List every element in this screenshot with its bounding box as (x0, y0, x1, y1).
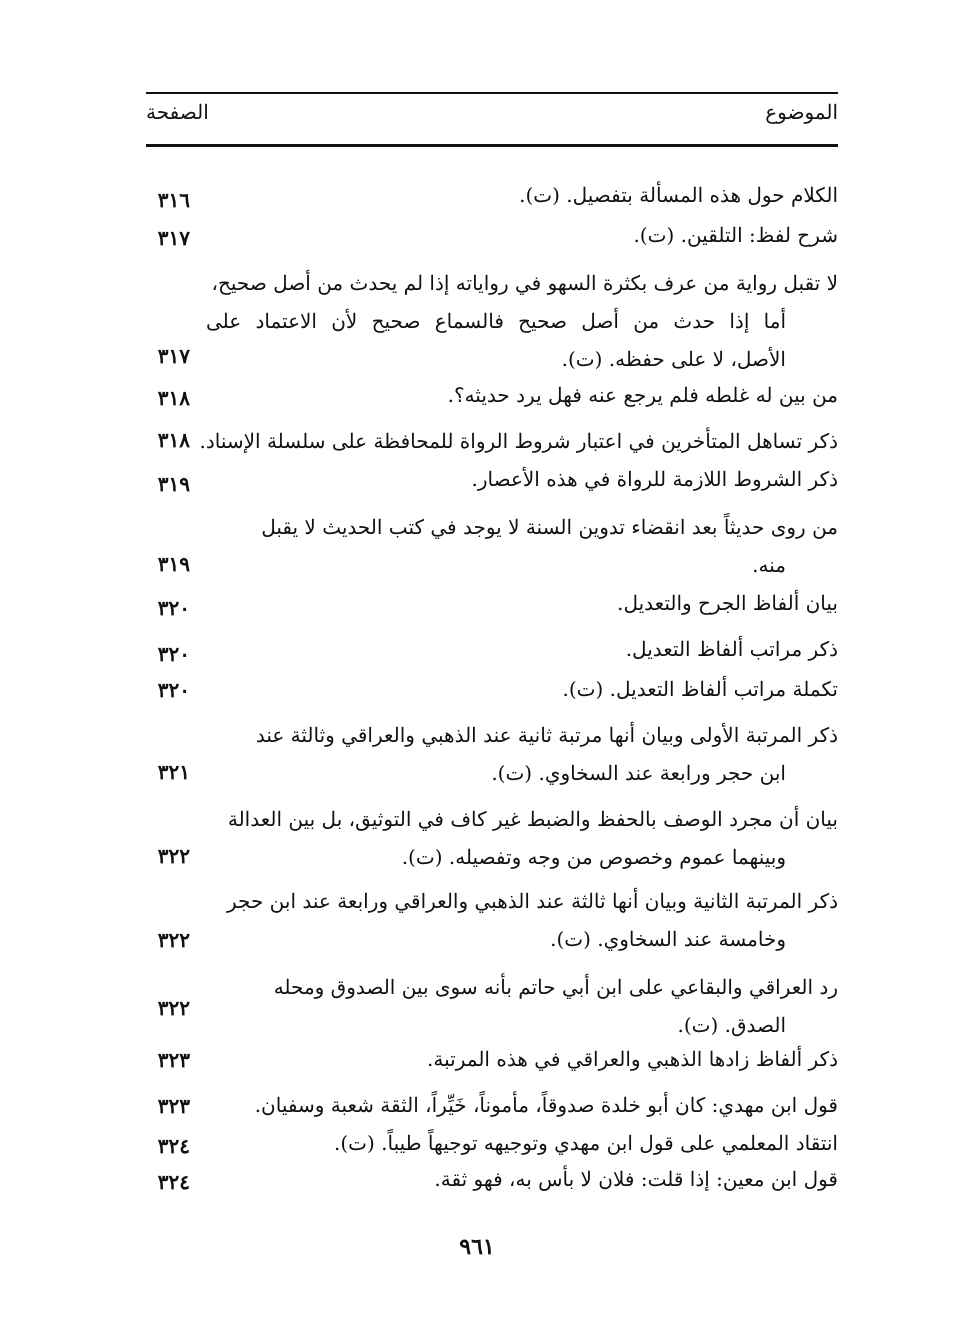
entry-text: قول ابن مهدي: كان أبو خلدة صدوقاً، مأموناً، خَيِّراً، الثقة شعبة وسفيان. (254, 1093, 838, 1117)
entry-page-number: ٣١٨ (157, 428, 190, 452)
entry-text: من بين له غلطه فلم يرجع عنه فهل يرد حديثه؟. (447, 383, 838, 407)
entry-line: ذكر المرتبة الأولى وبيان أنها مرتبة ثانية عند الذهبي والعراقي وثالثة عند (255, 723, 838, 747)
entry-page-number: ٣١٩ (157, 472, 190, 496)
entry-page-number: ٣٢٠ (157, 678, 190, 702)
entry-line: ابن حجر ورابعة عند السخاوي. (ت). (491, 761, 786, 785)
entry-line: لا تقبل رواية من عرف بكثرة السهو في رواياته إذا لم يحدث من أصل صحيح، (211, 271, 838, 295)
entry-text (206, 882, 838, 958)
entry-line: وبينهما عموم وخصوص من وجه وتفصيله. (ت). (401, 845, 786, 869)
entry-text (206, 508, 838, 584)
entry-line: رد العراقي والبقاعي على ابن أبي حاتم بأنه سوى بين الصدوق ومحله (273, 975, 838, 999)
entry-page-number: ٣٢١ (157, 760, 190, 784)
entry-text: ذكر ألفاظ زادها الذهبي والعراقي في هذه المرتبة. (427, 1047, 838, 1071)
entry-page-number: ٣١٩ (157, 552, 190, 576)
entry-text (206, 716, 838, 792)
entry-page-number: ٣٢٠ (157, 596, 190, 620)
entry-line: منه. (752, 553, 786, 577)
entry-page-number: ٣١٧ (157, 344, 190, 368)
entry-page-number: ٣٢٢ (157, 928, 190, 952)
entry-page-number: ٣٢٠ (157, 642, 190, 666)
entry-text (206, 968, 838, 1044)
entry-page-number: ٣١٧ (157, 226, 190, 250)
entry-text: قول ابن معين: إذا قلت: فلان لا بأس به، فهو ثقة. (434, 1167, 838, 1191)
entry-text (206, 800, 838, 876)
entry-text: تكملة مراتب ألفاظ التعديل. (ت). (562, 677, 838, 701)
entry-text (206, 264, 838, 378)
entry-text: الكلام حول هذه المسألة بتفصيل. (ت). (519, 183, 838, 207)
header-page-label: الصفحة (146, 100, 209, 124)
entry-line: ذكر المرتبة الثانية وبيان أنها ثالثة عند الذهبي والعراقي ورابعة عند ابن حجر (227, 889, 838, 913)
page-number: ٩٦١ (459, 1234, 495, 1260)
entry-text: انتقاد المعلمي على قول ابن مهدي وتوجيهه توجيهاً طيباً. (ت). (333, 1131, 838, 1155)
entry-page-number: ٣٢٤ (157, 1170, 190, 1194)
entry-page-number: ٣٢٤ (157, 1134, 190, 1158)
entry-line: وخامسة عند السخاوي. (ت). (550, 927, 786, 951)
entry-line: الأصل، لا على حفظه. (ت). (561, 347, 786, 371)
header-rule (146, 144, 838, 147)
entry-page-number: ٣٢٣ (157, 1094, 190, 1118)
entry-line: أما إذا حدث من أصل صحيح فالسماع صحيح لأن الاعتماد على (206, 309, 786, 333)
entry-text: ذكر تساهل المتأخرين في اعتبار شروط الرواة للمحافظة على سلسلة الإسناد. (199, 429, 838, 453)
entry-text: بيان ألفاظ الجرح والتعديل. (617, 591, 838, 615)
entry-text: شرح لفظ: التلقين. (ت). (633, 223, 838, 247)
entry-page-number: ٣٢٢ (157, 996, 190, 1020)
entry-page-number: ٣١٨ (157, 386, 190, 410)
header-topic-label: الموضوع (765, 100, 838, 124)
entry-page-number: ٣٢٣ (157, 1048, 190, 1072)
entry-page-number: ٣٢٢ (157, 844, 190, 868)
entry-line: الصدق. (ت). (677, 1013, 786, 1037)
entry-text: ذكر مراتب ألفاظ التعديل. (625, 637, 838, 661)
entry-text: ذكر الشروط اللازمة للرواة في هذه الأعصار. (471, 467, 838, 491)
entry-page-number: ٣١٦ (157, 188, 190, 212)
entry-line: من روى حديثاً بعد انقضاء تدوين السنة لا يوجد في كتب الحديث لا يقبل (261, 515, 838, 539)
top-rule (146, 92, 838, 94)
entry-line: بيان أن مجرد الوصف بالحفظ والضبط غير كاف في التوثيق، بل بين العدالة (227, 807, 838, 831)
